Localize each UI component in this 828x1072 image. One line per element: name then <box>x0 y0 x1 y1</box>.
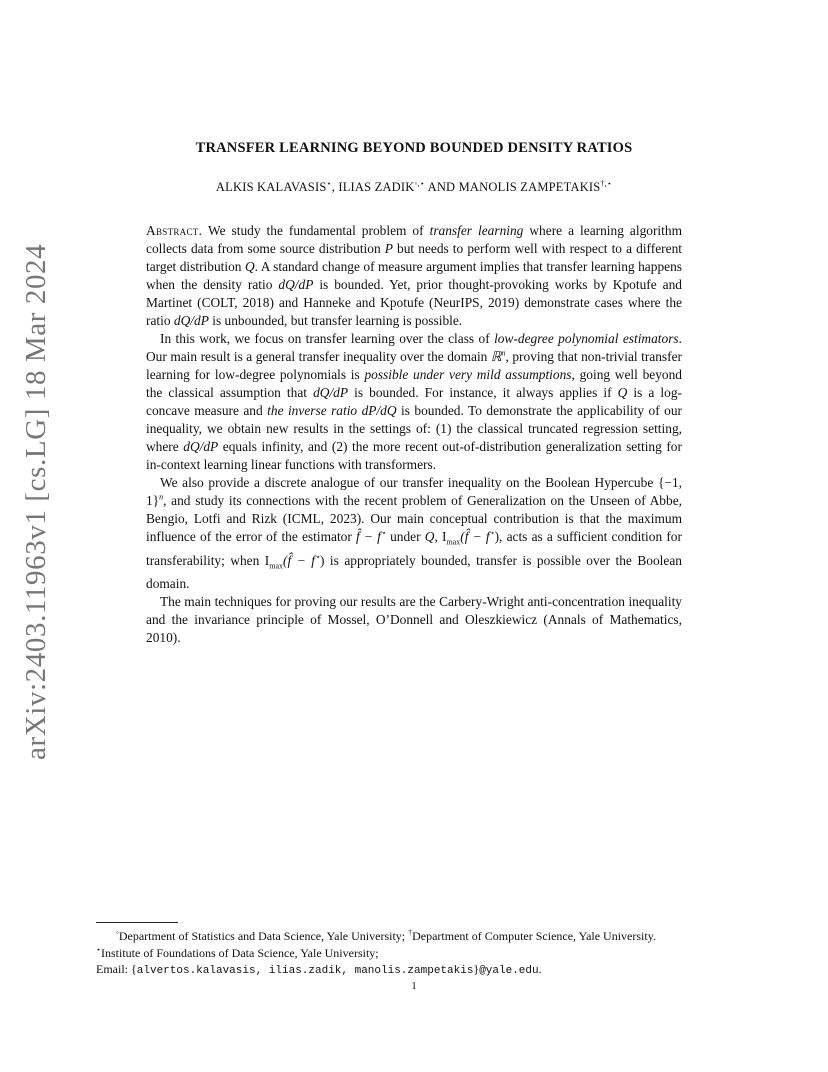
abstract-paragraph <box>146 222 682 330</box>
math: dQ/dP <box>173 313 209 328</box>
abstract-text: , going well beyond the classical assumption that <box>146 367 682 400</box>
brace: } <box>473 962 480 976</box>
abstract-text: is appropriately bounded, transfer is possible over the Boolean domain. <box>146 552 682 592</box>
author-conjunction: AND <box>427 180 456 194</box>
email-label: Email: <box>96 962 128 976</box>
math: dQ/dP <box>183 439 219 454</box>
abstract <box>146 222 682 647</box>
abstract-text: . A standard change of measure argument implies that transfer learning happens when the density ratio <box>146 259 682 292</box>
author-name: ILIAS ZADIK <box>338 180 415 194</box>
footnotes <box>96 928 756 980</box>
footnote-rule <box>96 922 178 923</box>
affiliation-text: Department of Statistics and Data Science, Yale University; <box>118 929 406 943</box>
math: Q <box>244 259 255 274</box>
math: $I_{max}(f̂ - f^⋆)$ <box>441 528 500 547</box>
abstract-text: equals infinity, and (2) the more recent out-of-distribution generalization setting for in-context learning linear functions with transformers. <box>146 439 682 472</box>
math: Q <box>424 529 435 544</box>
emphasis: the inverse ratio <box>267 403 358 418</box>
abstract-paragraph <box>146 593 682 647</box>
abstract-text: is unbounded, but transfer learning is possible. <box>212 313 463 328</box>
footnote-affiliations <box>96 928 756 945</box>
period: . <box>538 962 542 976</box>
abstract-text: is a log-concave measure and <box>146 385 682 418</box>
arxiv-identifier: arXiv:2403.11963v1 [cs.LG] 18 Mar 2024 <box>20 243 52 760</box>
abstract-text: . Our main result is a general transfer inequality over the domain <box>146 331 682 364</box>
paper-title: TRANSFER LEARNING BEYOND BOUNDED DENSITY RATIOS <box>195 140 633 156</box>
math: Q <box>617 385 628 400</box>
affiliation-mark: ◦,⋆ <box>414 178 425 188</box>
abstract-text: is bounded. Yet, prior thought-provoking works by Kpotufe and Martinet (COLT, 2018) and Hanneke and Kpotufe (NeurIPS, 2019) demonstrate cases where the ratio <box>146 277 682 328</box>
affiliation-text: Institute of Foundations of Data Science, Yale University; <box>101 945 379 960</box>
abstract-text: but needs to perform well with respect to a different target distribution <box>146 241 682 274</box>
emphasis: possible under very mild assumptions <box>364 367 572 382</box>
abstract-text: We also provide a discrete analogue of our transfer inequality on the Boolean Hypercube <box>160 475 654 490</box>
footnote-email <box>96 961 756 980</box>
emphasis: transfer learning <box>429 223 524 238</box>
abstract-text: is bounded. To demonstrate the applicability of our inequality, we obtain new results in the settings of: (1) the classical truncated regression setting, where <box>146 403 682 454</box>
affiliation-mark: †,⋆ <box>600 178 613 188</box>
affiliation-mark: ⋆ <box>96 944 102 954</box>
affiliation-mark: ⋆ <box>326 178 332 188</box>
brace: { <box>131 962 137 976</box>
affiliation-mark: ◦ <box>116 928 119 937</box>
abstract-label: Abstract. <box>146 223 203 238</box>
affiliation-text: Department of Computer Science, Yale University. <box>412 929 656 943</box>
math: {−1, 1}$^n$ <box>146 475 682 508</box>
math: dQ/dP <box>313 385 349 400</box>
math: dQ/dP <box>278 277 314 292</box>
author-line: ALKIS KALAVASIS⋆, ILIAS ZADIK◦,⋆ AND MANOLIS ZAMPETAKIS†,⋆ <box>215 178 613 194</box>
abstract-text: under <box>390 529 421 544</box>
affiliation-mark: † <box>408 928 413 937</box>
footnote-affiliation <box>96 945 756 962</box>
abstract-text: , proving that non-trivial transfer learning for low-degree polynomials is <box>146 349 682 382</box>
abstract-text: , acts as a sufficient condition for transferability; when <box>146 529 682 568</box>
math: $I_{max}(f̂ - f^⋆)$ <box>264 552 325 571</box>
abstract-text: In this work, we focus on transfer learning over the class of <box>160 331 490 346</box>
abstract-text: where a learning algorithm collects data from some source distribution <box>146 223 682 256</box>
abstract-text: The main techniques for proving our results are the Carbery-Wright anti-concentration inequality and the invariance principle of Mossel, O’Donnell and Oleszkiewicz (Annals of Mathematics, 2010). <box>146 594 682 646</box>
abstract-paragraph <box>146 474 682 593</box>
math: dP/dQ <box>361 403 397 418</box>
emphasis: low-degree polynomial estimators <box>494 331 679 346</box>
email-domain[interactable]: @yale.edu <box>479 965 539 977</box>
math: ℝ$^n$ <box>490 348 506 364</box>
email-names[interactable]: alvertos.kalavasis, ilias.zadik, manolis.zampetakis <box>136 965 474 977</box>
abstract-paragraph <box>146 330 682 474</box>
math: P <box>384 241 393 256</box>
abstract-text: , and study its connections with the recent problem of Generalization on the Unseen of Abbe, Bengio, Lotfi and Rizk (ICML, 2023). Our main conceptual contribution is that the maximum influence of the error of the estimator <box>146 493 682 544</box>
abstract-text: , <box>434 529 438 544</box>
abstract-text: We study the fundamental problem of <box>208 223 424 238</box>
math: f̂ − f⋆ <box>356 528 386 544</box>
author-name: MANOLIS ZAMPETAKIS <box>458 180 601 194</box>
abstract-text: is bounded. For instance, it always applies if <box>354 385 612 400</box>
page-number: 1 <box>411 980 417 992</box>
author-name: ALKIS KALAVASIS <box>215 180 327 194</box>
